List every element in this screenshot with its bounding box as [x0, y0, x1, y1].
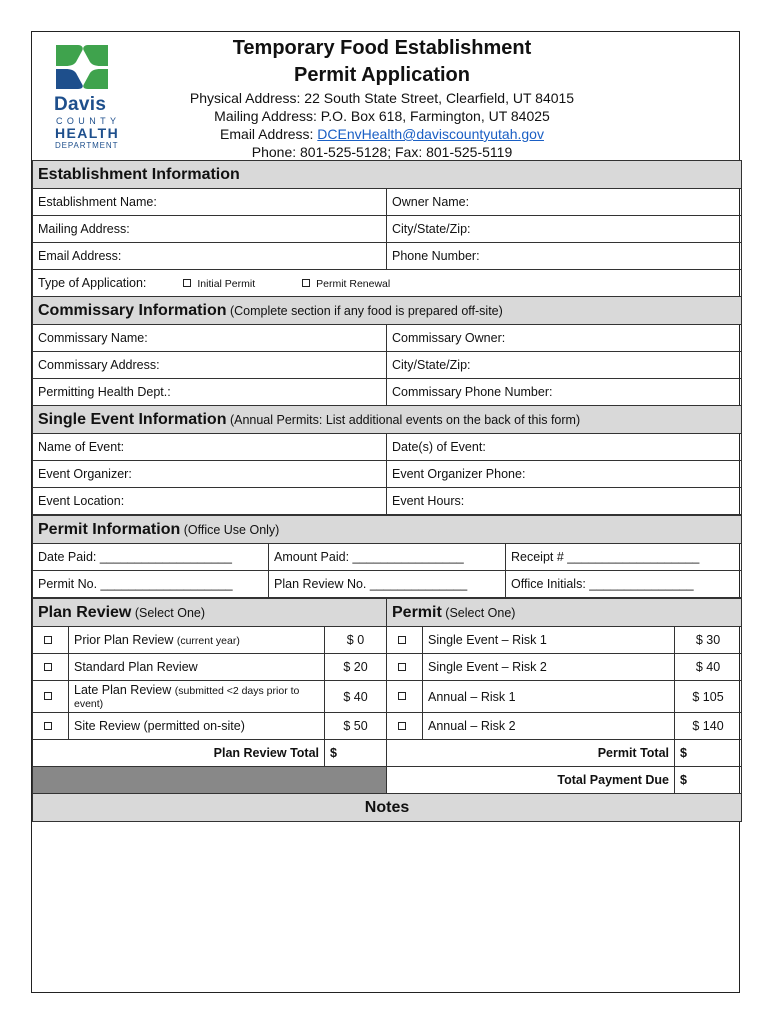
- table-row: [33, 379, 742, 406]
- email-address-field[interactable]: Email Address:: [33, 243, 387, 270]
- event-hours-field[interactable]: Event Hours:: [387, 488, 742, 515]
- section-note: (Annual Permits: List additional events on the back of this form): [229, 412, 581, 427]
- plan-review-no-field[interactable]: Plan Review No. ______________: [269, 571, 506, 598]
- email-link[interactable]: DCEnvHealth@daviscountyutah.gov: [317, 126, 544, 142]
- plan-review-checkbox[interactable]: [44, 663, 52, 671]
- table-row: [33, 243, 742, 270]
- form-title: Temporary Food Establishment: [232, 37, 532, 59]
- permitting-health-dept-field[interactable]: Permitting Health Dept.:: [33, 379, 387, 406]
- section-single-event: [33, 406, 742, 434]
- email-label: Email Address:: [220, 126, 318, 142]
- table-row: [33, 325, 742, 352]
- section-plan-review-permit: [33, 599, 742, 627]
- table-row: [33, 713, 742, 740]
- permit-application-form: [31, 31, 740, 993]
- permit-checkbox[interactable]: [398, 636, 406, 644]
- receipt-field[interactable]: Receipt # ___________________: [506, 544, 742, 571]
- plan-review-checkbox[interactable]: [44, 722, 52, 730]
- option-label: Prior Plan Review: [74, 633, 174, 647]
- form-subtitle: Permit Application: [294, 64, 470, 86]
- mailing-address: Mailing Address: P.O. Box 618, Farmington, UT 84025: [214, 108, 550, 124]
- permit-option: Annual – Risk 2: [423, 713, 675, 740]
- table-row: [33, 352, 742, 379]
- commissary-city-state-zip-field[interactable]: City/State/Zip:: [387, 352, 742, 379]
- section-permit-information: [33, 516, 742, 544]
- section-title: Commissary Information: [38, 301, 227, 319]
- permit-total-field[interactable]: $: [675, 740, 742, 767]
- permit-renewal-checkbox[interactable]: [302, 279, 310, 287]
- permit-price: $ 140: [675, 713, 742, 740]
- email-address-line: [162, 125, 602, 143]
- permit-checkbox[interactable]: [398, 722, 406, 730]
- section-notes: [33, 794, 742, 822]
- option-sub-label: (submitted <2 days prior to event): [74, 684, 300, 710]
- shaded-cell: [33, 767, 387, 794]
- plan-review-total-label: Plan Review Total: [33, 740, 325, 767]
- permit-total-label: Permit Total: [387, 740, 675, 767]
- plan-review-option: Site Review (permitted on-site): [69, 713, 325, 740]
- permit-price: $ 40: [675, 654, 742, 681]
- plan-review-total-field[interactable]: $: [325, 740, 387, 767]
- section-note: (Office Use Only): [183, 522, 280, 537]
- plan-review-option: Standard Plan Review: [69, 654, 325, 681]
- totals-row: [33, 740, 742, 767]
- total-due-row: [33, 767, 742, 794]
- permit-price: $ 30: [675, 627, 742, 654]
- permit-price: $ 105: [675, 681, 742, 713]
- table-row: [33, 488, 742, 515]
- info-table: [32, 160, 742, 515]
- table-row: [33, 654, 742, 681]
- section-title: Notes: [364, 798, 410, 816]
- table-row: [33, 461, 742, 488]
- event-location-field[interactable]: Event Location:: [33, 488, 387, 515]
- permit-option: Annual – Risk 1: [423, 681, 675, 713]
- permit-renewal-label: Permit Renewal: [316, 278, 391, 290]
- section-establishment: [33, 161, 742, 189]
- permit-option: Single Event – Risk 2: [423, 654, 675, 681]
- notes-textarea[interactable]: [33, 822, 742, 1018]
- section-title: Permit Information: [38, 520, 181, 538]
- plan-review-price: $ 50: [325, 713, 387, 740]
- initial-permit-label: Initial Permit: [197, 278, 256, 290]
- commissary-phone-field[interactable]: Commissary Phone Number:: [387, 379, 742, 406]
- notes-row: [33, 822, 742, 1018]
- table-row: [33, 216, 742, 243]
- table-row: [33, 627, 742, 654]
- permit-info-table: [32, 515, 742, 598]
- plan-review-checkbox[interactable]: [44, 636, 52, 644]
- physical-address: Physical Address: 22 South State Street, Clearfield, UT 84015: [189, 90, 575, 106]
- section-title: Permit: [392, 603, 442, 621]
- table-row: [33, 434, 742, 461]
- table-row: [33, 681, 742, 713]
- logo-text-davis: Davis: [54, 94, 107, 115]
- initial-permit-checkbox[interactable]: [183, 279, 191, 287]
- form-header: [32, 32, 739, 160]
- type-of-application-row: [33, 270, 742, 297]
- plan-review-checkbox[interactable]: [44, 692, 52, 700]
- plan-review-option: [69, 681, 325, 713]
- section-title: Establishment Information: [38, 165, 240, 183]
- section-note: (Select One): [134, 605, 206, 620]
- table-row: [33, 189, 742, 216]
- commissary-owner-field[interactable]: Commissary Owner:: [387, 325, 742, 352]
- event-organizer-field[interactable]: Event Organizer:: [33, 461, 387, 488]
- table-row: [33, 571, 742, 598]
- section-note: (Complete section if any food is prepared off-site): [229, 303, 503, 318]
- plan-review-option: [69, 627, 325, 654]
- phone-number-field[interactable]: Phone Number:: [387, 243, 742, 270]
- davis-county-health-logo: [52, 42, 122, 150]
- header-title-block: [162, 35, 602, 161]
- permit-checkbox[interactable]: [398, 692, 406, 700]
- date-paid-field[interactable]: Date Paid: ___________________: [33, 544, 269, 571]
- option-label: Late Plan Review: [74, 682, 172, 697]
- logo-text-health: HEALTH: [55, 125, 120, 141]
- type-of-application-label: Type of Application:: [38, 276, 147, 290]
- plan-review-price: $ 20: [325, 654, 387, 681]
- event-name-field[interactable]: Name of Event:: [33, 434, 387, 461]
- amount-paid-field[interactable]: Amount Paid: ________________: [269, 544, 506, 571]
- logo-text-county: COUNTY: [56, 116, 121, 126]
- table-row: [33, 270, 742, 297]
- establishment-name-field[interactable]: Establishment Name:: [33, 189, 387, 216]
- table-row: [33, 544, 742, 571]
- permit-option: Single Event – Risk 1: [423, 627, 675, 654]
- section-title: Plan Review: [38, 603, 132, 621]
- logo-mark-icon: [52, 42, 112, 92]
- section-title: Single Event Information: [38, 410, 227, 428]
- plan-review-price: $ 0: [325, 627, 387, 654]
- commissary-address-field[interactable]: Commissary Address:: [33, 352, 387, 379]
- office-initials-field[interactable]: Office Initials: _______________: [506, 571, 742, 598]
- permit-no-field[interactable]: Permit No. ___________________: [33, 571, 269, 598]
- city-state-zip-field[interactable]: City/State/Zip:: [387, 216, 742, 243]
- total-payment-due-label: Total Payment Due: [387, 767, 675, 794]
- event-dates-field[interactable]: Date(s) of Event:: [387, 434, 742, 461]
- section-commissary: [33, 297, 742, 325]
- plan-review-price: $ 40: [325, 681, 387, 713]
- commissary-name-field[interactable]: Commissary Name:: [33, 325, 387, 352]
- event-organizer-phone-field[interactable]: Event Organizer Phone:: [387, 461, 742, 488]
- mailing-address-field[interactable]: Mailing Address:: [33, 216, 387, 243]
- logo-text-department: DEPARTMENT: [55, 141, 119, 150]
- total-payment-due-field[interactable]: $: [675, 767, 742, 794]
- phone-fax: Phone: 801-525-5128; Fax: 801-525-5119: [251, 144, 513, 160]
- fees-table: [32, 598, 742, 1018]
- permit-checkbox[interactable]: [398, 663, 406, 671]
- option-sub-label: (current year): [176, 635, 240, 647]
- owner-name-field[interactable]: Owner Name:: [387, 189, 742, 216]
- section-note: (Select One): [445, 605, 516, 620]
